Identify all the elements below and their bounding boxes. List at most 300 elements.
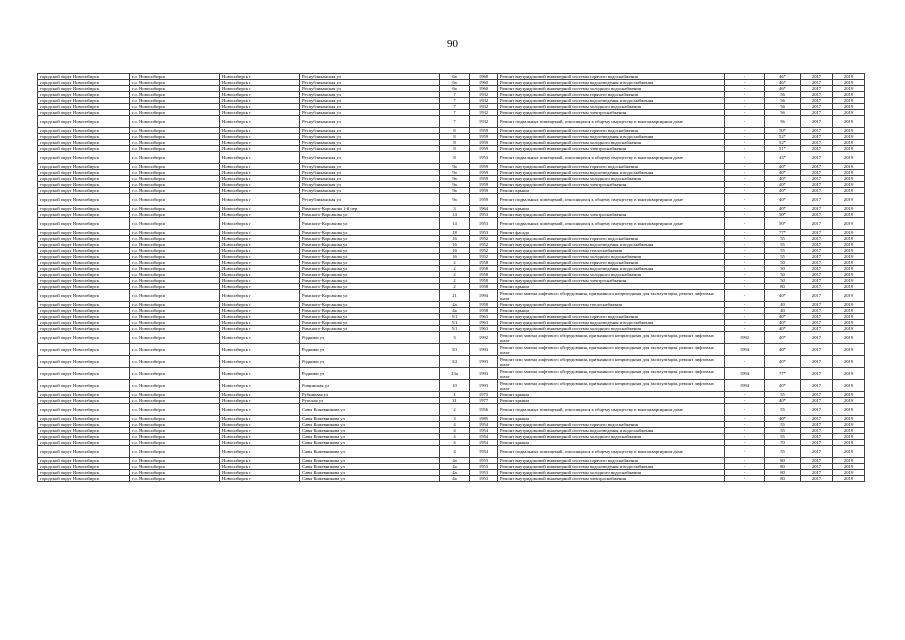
street-cell: Римского-Корсакова ул [300, 230, 440, 236]
wear-cell: 56 [765, 98, 801, 104]
municipality-cell: городской округ Новосибирск [38, 380, 130, 392]
house-cell: 23а [440, 368, 470, 380]
end-year-cell: 2019 [833, 218, 865, 230]
end-year-cell: 2019 [833, 80, 865, 86]
municipality-cell: городской округ Новосибирск [38, 284, 130, 290]
start-year-cell: 2017 [801, 176, 833, 182]
work-type-cell: Ремонт внутридомовой инженерной системы горячего водоснабжения [498, 314, 725, 320]
start-year-cell: 2017 [801, 212, 833, 218]
end-year-cell: 2019 [833, 458, 865, 464]
house-cell: 16 [440, 254, 470, 260]
city-cell: Новосибирск г [220, 212, 300, 218]
wear-cell: 55 [765, 428, 801, 434]
work-type-cell: Ремонт внутридомовой инженерной системы холодного водоснабжения [498, 176, 725, 182]
street-cell: Савы Кожевникова ул [300, 476, 440, 482]
city-cell: Новосибирск г [220, 248, 300, 254]
municipality-cell: городской округ Новосибирск [38, 464, 130, 470]
year-built-cell: 1952 [470, 254, 498, 260]
district-cell: г.о. Новосибирск [130, 380, 220, 392]
prior-repair-cell: - [725, 110, 765, 116]
street-cell: Республиканская ул [300, 110, 440, 116]
table-row [38, 356, 865, 368]
end-year-cell: 2019 [833, 314, 865, 320]
start-year-cell: 2017 [801, 284, 833, 290]
house-cell: 31 [440, 398, 470, 404]
city-cell: Новосибирск г [220, 416, 300, 422]
district-cell: г.о. Новосибирск [130, 332, 220, 344]
prior-repair-cell: - [725, 116, 765, 128]
house-cell: 8 [440, 146, 470, 152]
start-year-cell: 2017 [801, 332, 833, 344]
city-cell: Новосибирск г [220, 284, 300, 290]
work-type-cell: Ремонт подвальных помещений, относящихся к общему имуществу в многоквартирном доме [498, 218, 725, 230]
house-cell: 1 [440, 392, 470, 398]
house-cell: 4а [440, 308, 470, 314]
street-cell: Римского-Корсакова ул [300, 236, 440, 242]
start-year-cell: 2017 [801, 248, 833, 254]
prior-repair-cell: - [725, 458, 765, 464]
work-type-cell: Ремонт внутридомовой инженерной системы водоотведения и водоснабжения [498, 266, 725, 272]
year-built-cell: 1932 [470, 104, 498, 110]
year-built-cell: 1992 [470, 332, 498, 344]
year-built-cell: 1959 [470, 182, 498, 188]
end-year-cell: 2019 [833, 284, 865, 290]
city-cell: Новосибирск г [220, 314, 300, 320]
end-year-cell: 2019 [833, 230, 865, 236]
work-type-cell: Ремонт подвальных помещений, относящихся к общему имуществу в многоквартирном доме [498, 404, 725, 416]
house-cell: 16 [440, 242, 470, 248]
prior-repair-cell: - [725, 278, 765, 284]
end-year-cell: 2019 [833, 110, 865, 116]
end-year-cell: 2019 [833, 134, 865, 140]
wear-cell: 50 [765, 260, 801, 266]
start-year-cell: 2017 [801, 104, 833, 110]
prior-repair-cell: - [725, 254, 765, 260]
house-cell: 3 [440, 206, 470, 212]
street-cell: Республиканская ул [300, 152, 440, 164]
street-cell: Савы Кожевникова ул [300, 416, 440, 422]
municipality-cell: городской округ Новосибирск [38, 368, 130, 380]
district-cell: г.о. Новосибирск [130, 302, 220, 308]
end-year-cell: 2019 [833, 302, 865, 308]
wear-cell: 40* [765, 398, 801, 404]
street-cell: Республиканская ул [300, 86, 440, 92]
house-cell: 9а [440, 182, 470, 188]
start-year-cell: 2017 [801, 356, 833, 368]
house-cell: 4 [440, 428, 470, 434]
house-cell: 18 [440, 230, 470, 236]
city-cell: Новосибирск г [220, 308, 300, 314]
work-type-cell: Ремонт или замена лифтового оборудования, признанного непригодным для эксплуатации, ремонт лифтовых шахт [498, 290, 725, 302]
city-cell: Новосибирск г [220, 206, 300, 212]
city-cell: Новосибирск г [220, 344, 300, 356]
district-cell: г.о. Новосибирск [130, 260, 220, 266]
prior-repair-cell: - [725, 326, 765, 332]
wear-cell: 55 [765, 434, 801, 440]
wear-cell: 40* [765, 176, 801, 182]
end-year-cell: 2019 [833, 188, 865, 194]
prior-repair-cell: - [725, 176, 765, 182]
municipality-cell: городской округ Новосибирск [38, 470, 130, 476]
end-year-cell: 2019 [833, 266, 865, 272]
year-built-cell: 1953 [470, 476, 498, 482]
street-cell: Савы Кожевникова ул [300, 428, 440, 434]
prior-repair-cell: - [725, 440, 765, 446]
city-cell: Новосибирск г [220, 194, 300, 206]
street-cell: Савы Кожевникова ул [300, 422, 440, 428]
city-cell: Новосибирск г [220, 476, 300, 482]
work-type-cell: Ремонт внутридомовой инженерной системы горячего водоснабжения [498, 422, 725, 428]
work-type-cell: Ремонт внутридомовой инженерной системы теплоснабжения [498, 302, 725, 308]
prior-repair-cell: - [725, 242, 765, 248]
district-cell: г.о. Новосибирск [130, 176, 220, 182]
end-year-cell: 2019 [833, 182, 865, 188]
prior-repair-cell: - [725, 128, 765, 134]
year-built-cell: 1959 [470, 188, 498, 194]
wear-cell: 40 [765, 308, 801, 314]
start-year-cell: 2017 [801, 476, 833, 482]
municipality-cell: городской округ Новосибирск [38, 170, 130, 176]
prior-repair-cell: - [725, 80, 765, 86]
end-year-cell: 2019 [833, 146, 865, 152]
district-cell: г.о. Новосибирск [130, 458, 220, 464]
municipality-cell: городской округ Новосибирск [38, 74, 130, 80]
year-built-cell: 1954 [470, 428, 498, 434]
prior-repair-cell: - [725, 170, 765, 176]
year-built-cell: 1958 [470, 272, 498, 278]
prior-repair-cell: - [725, 320, 765, 326]
district-cell: г.о. Новосибирск [130, 326, 220, 332]
year-built-cell: 1953 [470, 152, 498, 164]
work-type-cell: Ремонт подвальных помещений, относящихся к общему имуществу в многоквартирном доме [498, 446, 725, 458]
city-cell: Новосибирск г [220, 128, 300, 134]
street-cell: Республиканская ул [300, 164, 440, 170]
prior-repair-cell: - [725, 188, 765, 194]
house-cell: 10 [440, 380, 470, 392]
district-cell: г.о. Новосибирск [130, 188, 220, 194]
year-built-cell: 1959 [470, 170, 498, 176]
work-type-cell: Ремонт внутридомовой инженерной системы горячего водоснабжения [498, 128, 725, 134]
table-row [38, 344, 865, 356]
end-year-cell: 2019 [833, 254, 865, 260]
year-built-cell: 1959 [470, 164, 498, 170]
house-cell: 4 [440, 422, 470, 428]
district-cell: г.о. Новосибирск [130, 308, 220, 314]
wear-cell: 40* [765, 326, 801, 332]
street-cell: Римского-Корсакова ул [300, 320, 440, 326]
prior-repair-cell: 1992 [725, 332, 765, 344]
municipality-cell: городской округ Новосибирск [38, 422, 130, 428]
work-type-cell: Ремонт внутридомовой инженерной системы горячего водоснабжения [498, 92, 725, 98]
wear-cell: 55 [765, 248, 801, 254]
district-cell: г.о. Новосибирск [130, 218, 220, 230]
city-cell: Новосибирск г [220, 104, 300, 110]
start-year-cell: 2017 [801, 470, 833, 476]
house-cell: 8 [440, 140, 470, 146]
prior-repair-cell: - [725, 398, 765, 404]
district-cell: г.о. Новосибирск [130, 152, 220, 164]
prior-repair-cell: - [725, 248, 765, 254]
district-cell: г.о. Новосибирск [130, 86, 220, 92]
street-cell: Римского-Корсакова ул [300, 212, 440, 218]
district-cell: г.о. Новосибирск [130, 290, 220, 302]
district-cell: г.о. Новосибирск [130, 320, 220, 326]
work-type-cell: Ремонт внутридомовой инженерной системы водоотведения и водоснабжения [498, 242, 725, 248]
table-row [38, 368, 865, 380]
district-cell: г.о. Новосибирск [130, 284, 220, 290]
work-type-cell: Ремонт крыши [498, 188, 725, 194]
year-built-cell: 1959 [470, 146, 498, 152]
prior-repair-cell: - [725, 98, 765, 104]
wear-cell: 56 [765, 116, 801, 128]
city-cell: Новосибирск г [220, 98, 300, 104]
start-year-cell: 2017 [801, 344, 833, 356]
city-cell: Новосибирск г [220, 434, 300, 440]
year-built-cell: 1985 [470, 416, 498, 422]
municipality-cell: городской округ Новосибирск [38, 314, 130, 320]
work-type-cell: Ремонт крыши [498, 284, 725, 290]
city-cell: Новосибирск г [220, 236, 300, 242]
district-cell: г.о. Новосибирск [130, 368, 220, 380]
municipality-cell: городской округ Новосибирск [38, 344, 130, 356]
municipality-cell: городской округ Новосибирск [38, 92, 130, 98]
wear-cell: 40* [765, 182, 801, 188]
district-cell: г.о. Новосибирск [130, 80, 220, 86]
year-built-cell: 1963 [470, 314, 498, 320]
prior-repair-cell: - [725, 392, 765, 398]
prior-repair-cell: - [725, 134, 765, 140]
work-type-cell: Ремонт внутридомовой инженерной системы электроснабжения [498, 182, 725, 188]
prior-repair-cell: - [725, 434, 765, 440]
prior-repair-cell: - [725, 428, 765, 434]
district-cell: г.о. Новосибирск [130, 422, 220, 428]
house-cell: 2 [440, 260, 470, 266]
year-built-cell: 1953 [470, 458, 498, 464]
work-type-cell: Ремонт внутридомовой инженерной системы электроснабжения [498, 212, 725, 218]
district-cell: г.о. Новосибирск [130, 236, 220, 242]
end-year-cell: 2019 [833, 434, 865, 440]
end-year-cell: 2019 [833, 422, 865, 428]
street-cell: Республиканская ул [300, 128, 440, 134]
district-cell: г.о. Новосибирск [130, 128, 220, 134]
work-type-cell: Ремонт крыши [498, 392, 725, 398]
prior-repair-cell: - [725, 206, 765, 212]
start-year-cell: 2017 [801, 110, 833, 116]
district-cell: г.о. Новосибирск [130, 206, 220, 212]
work-type-cell: Ремонт внутридомовой инженерной системы водоотведения и водоснабжения [498, 98, 725, 104]
street-cell: Римского-Корсакова ул [300, 260, 440, 266]
street-cell: Родники ул [300, 332, 440, 344]
year-built-cell: 1958 [470, 260, 498, 266]
end-year-cell: 2019 [833, 242, 865, 248]
street-cell: Римского-Корсакова ул [300, 218, 440, 230]
district-cell: г.о. Новосибирск [130, 134, 220, 140]
wear-cell: 80 [765, 476, 801, 482]
end-year-cell: 2019 [833, 236, 865, 242]
prior-repair-cell: - [725, 464, 765, 470]
year-built-cell: 1959 [470, 128, 498, 134]
wear-cell: 40* [765, 194, 801, 206]
end-year-cell: 2019 [833, 206, 865, 212]
district-cell: г.о. Новосибирск [130, 470, 220, 476]
start-year-cell: 2017 [801, 74, 833, 80]
house-cell: 4а [440, 470, 470, 476]
start-year-cell: 2017 [801, 440, 833, 446]
street-cell: Римского-Корсакова ул [300, 278, 440, 284]
work-type-cell: Ремонт внутридомовой инженерной системы горячего водоснабжения [498, 74, 725, 80]
municipality-cell: городской округ Новосибирск [38, 194, 130, 206]
house-cell: 9а [440, 188, 470, 194]
year-built-cell: 1953 [470, 218, 498, 230]
wear-cell: 80 [765, 464, 801, 470]
wear-cell: 40* [765, 314, 801, 320]
street-cell: Республиканская ул [300, 188, 440, 194]
street-cell: Родники ул [300, 356, 440, 368]
house-cell: 7 [440, 110, 470, 116]
prior-repair-cell: - [725, 92, 765, 98]
district-cell: г.о. Новосибирск [130, 242, 220, 248]
street-cell: Савы Кожевникова ул [300, 458, 440, 464]
house-cell: 16 [440, 236, 470, 242]
municipality-cell: городской округ Новосибирск [38, 134, 130, 140]
house-cell: 4 [440, 440, 470, 446]
end-year-cell: 2019 [833, 290, 865, 302]
house-cell: 7 [440, 104, 470, 110]
district-cell: г.о. Новосибирск [130, 446, 220, 458]
start-year-cell: 2017 [801, 230, 833, 236]
street-cell: Республиканская ул [300, 194, 440, 206]
start-year-cell: 2017 [801, 404, 833, 416]
prior-repair-cell: - [725, 308, 765, 314]
work-type-cell: Ремонт крыши [498, 206, 725, 212]
city-cell: Новосибирск г [220, 278, 300, 284]
city-cell: Новосибирск г [220, 74, 300, 80]
end-year-cell: 2019 [833, 278, 865, 284]
street-cell: Рубиновая ул [300, 392, 440, 398]
end-year-cell: 2019 [833, 98, 865, 104]
municipality-cell: городской округ Новосибирск [38, 80, 130, 86]
wear-cell: 43* [765, 152, 801, 164]
start-year-cell: 2017 [801, 254, 833, 260]
city-cell: Новосибирск г [220, 320, 300, 326]
year-built-cell: 1960 [470, 74, 498, 80]
municipality-cell: городской округ Новосибирск [38, 416, 130, 422]
house-cell: 8 [440, 134, 470, 140]
house-cell: 4 [440, 434, 470, 440]
municipality-cell: городской округ Новосибирск [38, 476, 130, 482]
prior-repair-cell: - [725, 290, 765, 302]
year-built-cell: 1959 [470, 176, 498, 182]
end-year-cell: 2019 [833, 476, 865, 482]
prior-repair-cell: - [725, 446, 765, 458]
street-cell: Республиканская ул [300, 146, 440, 152]
start-year-cell: 2017 [801, 446, 833, 458]
municipality-cell: городской округ Новосибирск [38, 302, 130, 308]
district-cell: г.о. Новосибирск [130, 182, 220, 188]
year-built-cell: 1954 [470, 434, 498, 440]
start-year-cell: 2017 [801, 272, 833, 278]
wear-cell: 56 [765, 92, 801, 98]
district-cell: г.о. Новосибирск [130, 116, 220, 128]
wear-cell: 40* [765, 170, 801, 176]
house-cell: 2 [440, 266, 470, 272]
wear-cell: 50 [765, 266, 801, 272]
municipality-cell: городской округ Новосибирск [38, 248, 130, 254]
prior-repair-cell: 1994 [725, 344, 765, 356]
street-cell: Республиканская ул [300, 104, 440, 110]
wear-cell: 40* [765, 320, 801, 326]
end-year-cell: 2019 [833, 344, 865, 356]
house-cell: 2 [440, 404, 470, 416]
year-built-cell: 1993 [470, 380, 498, 392]
year-built-cell: 1932 [470, 92, 498, 98]
city-cell: Новосибирск г [220, 260, 300, 266]
end-year-cell: 2019 [833, 74, 865, 80]
house-cell: 7 [440, 116, 470, 128]
wear-cell: 50* [765, 218, 801, 230]
municipality-cell: городской округ Новосибирск [38, 404, 130, 416]
municipality-cell: городской округ Новосибирск [38, 458, 130, 464]
work-type-cell: Ремонт внутридомовой инженерной системы водоотведения и водоснабжения [498, 134, 725, 140]
street-cell: Римского-Корсакова ул [300, 242, 440, 248]
district-cell: г.о. Новосибирск [130, 164, 220, 170]
street-cell: Римского-Корсакова ул [300, 254, 440, 260]
start-year-cell: 2017 [801, 260, 833, 266]
start-year-cell: 2017 [801, 236, 833, 242]
year-built-cell: 1953 [470, 230, 498, 236]
end-year-cell: 2019 [833, 398, 865, 404]
start-year-cell: 2017 [801, 206, 833, 212]
municipality-cell: городской округ Новосибирск [38, 308, 130, 314]
district-cell: г.о. Новосибирск [130, 398, 220, 404]
end-year-cell: 2019 [833, 212, 865, 218]
municipality-cell: городской округ Новосибирск [38, 230, 130, 236]
house-cell: 2 [440, 278, 470, 284]
municipality-cell: городской округ Новосибирск [38, 326, 130, 332]
municipality-cell: городской округ Новосибирск [38, 206, 130, 212]
wear-cell: 40* [765, 356, 801, 368]
municipality-cell: городской округ Новосибирск [38, 272, 130, 278]
wear-cell: 56 [765, 104, 801, 110]
table-row [38, 446, 865, 458]
start-year-cell: 2017 [801, 434, 833, 440]
street-cell: Родники ул [300, 368, 440, 380]
city-cell: Новосибирск г [220, 188, 300, 194]
wear-cell: 55 [765, 422, 801, 428]
start-year-cell: 2017 [801, 140, 833, 146]
end-year-cell: 2019 [833, 152, 865, 164]
wear-cell: 50* [765, 212, 801, 218]
municipality-cell: городской округ Новосибирск [38, 254, 130, 260]
municipality-cell: городской округ Новосибирск [38, 146, 130, 152]
start-year-cell: 2017 [801, 116, 833, 128]
district-cell: г.о. Новосибирск [130, 272, 220, 278]
house-cell: 4а [440, 302, 470, 308]
end-year-cell: 2019 [833, 356, 865, 368]
year-built-cell: 1959 [470, 134, 498, 140]
end-year-cell: 2019 [833, 428, 865, 434]
house-cell: 7 [440, 98, 470, 104]
year-built-cell: 1952 [470, 236, 498, 242]
district-cell: г.о. Новосибирск [130, 254, 220, 260]
district-cell: г.о. Новосибирск [130, 314, 220, 320]
start-year-cell: 2017 [801, 242, 833, 248]
year-built-cell: 1963 [470, 326, 498, 332]
end-year-cell: 2019 [833, 272, 865, 278]
city-cell: Новосибирск г [220, 134, 300, 140]
city-cell: Новосибирск г [220, 140, 300, 146]
start-year-cell: 2017 [801, 380, 833, 392]
